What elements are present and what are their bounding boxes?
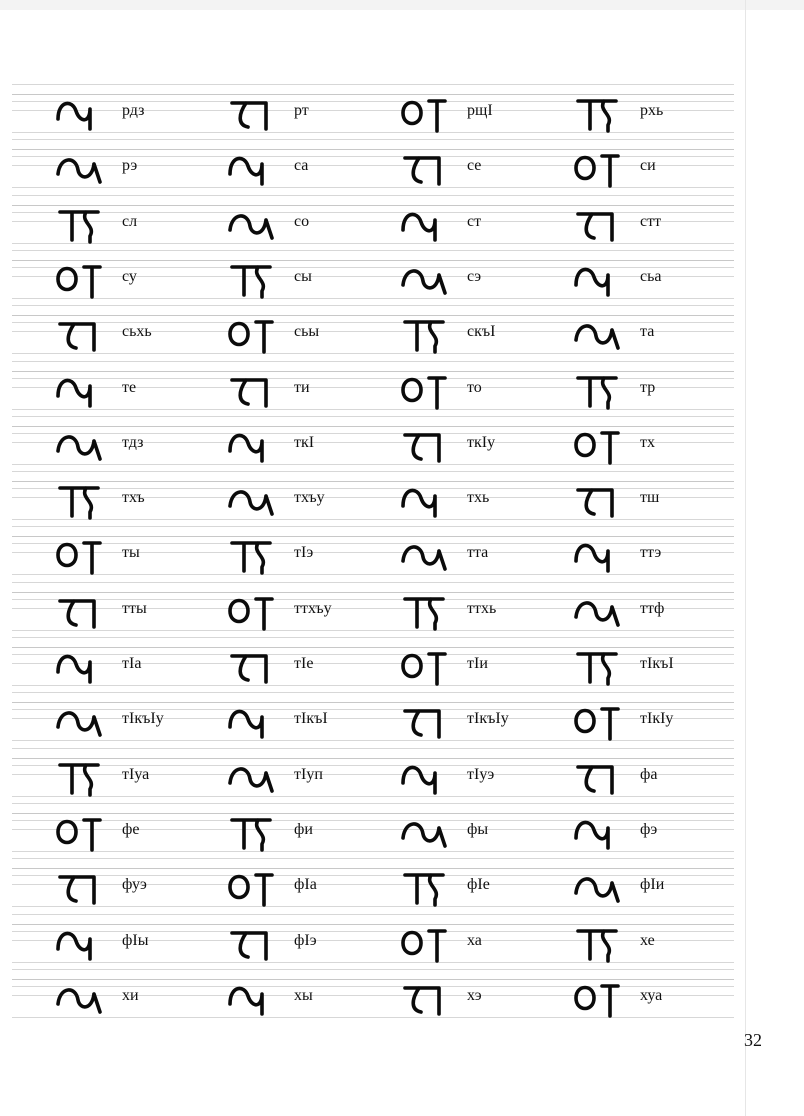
syllabic-glyph-icon [50,531,116,575]
syllabic-glyph-icon [395,919,461,963]
glyph-label: тIкъI [294,710,328,727]
syllabic-glyph-icon [222,89,288,133]
syllabic-glyph-icon [395,863,461,907]
glyph-label: хэ [467,987,482,1004]
glyph-entry [50,861,147,909]
syllabic-glyph-icon [222,919,288,963]
syllabic-glyph-icon [222,974,288,1018]
glyph-label: ткI [294,434,315,451]
glyph-label: тта [467,544,489,561]
glyph-entry [222,419,314,467]
syllabic-glyph-icon [222,144,288,188]
glyph-entry [395,87,493,135]
syllabic-glyph-icon [222,200,288,244]
glyph-label: тр [640,379,656,396]
glyph-entry [568,142,656,190]
syllabic-glyph-icon [395,974,461,1018]
glyph-label: тIуа [122,766,150,783]
glyph-label: се [467,157,482,174]
glyph-entry [395,972,482,1020]
glyph-label: фы [467,821,489,838]
syllabic-glyph-icon [568,642,634,686]
glyph-entry [395,917,482,965]
glyph-entry [50,695,164,743]
glyph-entry [50,474,145,522]
syllabic-glyph-icon [395,697,461,741]
page-number: 32 [744,1030,762,1050]
glyph-label: рдз [122,102,145,119]
glyph-label: тхь [467,489,490,506]
glyph-entry [222,364,310,412]
glyph-label: тIэ [294,544,314,561]
glyph-label: си [640,157,656,174]
syllabic-glyph-icon [395,89,461,133]
glyph-entry [395,585,496,633]
glyph-entry [50,308,152,356]
glyph-label: рэ [122,157,138,174]
glyph-label: рхь [640,102,664,119]
glyph-label: ха [467,932,482,949]
syllabic-glyph-icon [395,753,461,797]
syllabic-glyph-icon [568,531,634,575]
glyph-entry [50,87,144,135]
glyph-entry [568,695,673,743]
glyph-entry [568,474,659,522]
glyph-label: су [122,268,137,285]
glyph-entry [50,529,140,577]
syllabic-glyph-icon [50,310,116,354]
glyph-entry [395,695,509,743]
glyph-label: фи [294,821,313,838]
glyph-entry [222,529,313,577]
glyph-label: тх [640,434,655,451]
glyph-label: хи [122,987,139,1004]
glyph-label: тIкIу [640,710,674,727]
syllabic-glyph-icon [222,255,288,299]
syllabic-glyph-icon [50,974,116,1018]
glyph-label: тIи [467,655,488,672]
glyph-entry [568,861,664,909]
glyph-entry [50,972,139,1020]
glyph-entry [222,640,313,688]
syllabic-glyph-icon [50,587,116,631]
syllabic-glyph-icon [568,919,634,963]
glyph-entry [222,585,332,633]
syllabic-glyph-icon [395,531,461,575]
glyph-label: ттэ [640,544,662,561]
syllabic-glyph-icon [50,144,116,188]
glyph-entry [395,529,488,577]
glyph-entry [222,253,312,301]
glyph-entry [50,198,137,246]
syllabic-glyph-icon [568,974,634,1018]
glyph-entry [222,917,317,965]
glyph-entry [50,142,137,190]
syllabic-glyph-icon [50,255,116,299]
syllabic-glyph-icon [50,642,116,686]
page-margin-line [745,0,746,1116]
glyph-label: тш [640,489,660,506]
glyph-label: то [467,379,482,396]
syllabic-glyph-icon [50,421,116,465]
glyph-label: фе [122,821,140,838]
syllabic-glyph-icon [222,642,288,686]
syllabic-glyph-icon [395,200,461,244]
glyph-label: ты [122,544,140,561]
glyph-label: фIэ [294,932,317,949]
syllabic-glyph-icon [568,697,634,741]
syllabic-glyph-icon [222,587,288,631]
syllabic-glyph-icon [568,476,634,520]
syllabic-glyph-icon [395,808,461,852]
glyph-label: ст [467,213,482,230]
glyph-entry [50,419,143,467]
syllabic-glyph-icon [568,421,634,465]
glyph-entry [568,585,664,633]
syllabic-glyph-icon [222,531,288,575]
glyph-label: фIы [122,932,149,949]
glyph-label: сьы [294,323,320,340]
glyph-entry [395,806,488,854]
glyph-label: скъI [467,323,496,340]
syllabic-glyph-icon [222,366,288,410]
glyph-entry [395,308,495,356]
glyph-entry [222,972,313,1020]
syllabic-glyph-icon [395,144,461,188]
glyph-entry [50,640,141,688]
glyph-entry [568,253,662,301]
glyph-label: ткIу [467,434,496,451]
glyph-entry [222,87,309,135]
glyph-entry [222,751,323,799]
glyph-label: рщI [467,102,493,119]
glyph-label: сьа [640,268,662,285]
glyph-entry [50,253,137,301]
syllabic-glyph-icon [50,200,116,244]
glyph-label: фэ [640,821,658,838]
syllabic-glyph-icon [395,255,461,299]
syllabic-glyph-icon [50,753,116,797]
glyph-label: тхъу [294,489,325,506]
glyph-label: сэ [467,268,482,285]
glyph-entry [222,198,309,246]
glyph-entry [568,972,662,1020]
glyph-entry [395,751,494,799]
glyph-entry [222,806,313,854]
syllabic-glyph-icon [395,476,461,520]
glyph-label: фIе [467,876,490,893]
glyph-label: тхъ [122,489,145,506]
glyph-entry [568,198,661,246]
glyph-entry [222,861,317,909]
glyph-label: хе [640,932,655,949]
glyph-label: тдз [122,434,144,451]
syllabic-glyph-icon [222,476,288,520]
glyph-label: фуэ [122,876,147,893]
glyph-label: тIуэ [467,766,495,783]
syllabic-glyph-icon [395,366,461,410]
syllabic-glyph-icon [395,421,461,465]
glyph-label: сы [294,268,312,285]
syllabic-glyph-icon [568,200,634,244]
glyph-entry [395,364,482,412]
glyph-label: тIа [122,655,142,672]
glyph-entry [568,87,663,135]
glyph-entry [222,695,328,743]
syllabic-glyph-icon [568,310,634,354]
glyph-entry [222,308,319,356]
glyph-entry [568,806,657,854]
glyph-entry [50,751,149,799]
glyph-label: хы [294,987,313,1004]
syllabic-glyph-icon [395,587,461,631]
glyph-label: рт [294,102,309,119]
syllabic-glyph-icon [50,863,116,907]
glyph-entry [50,585,147,633]
glyph-entry [395,861,490,909]
glyph-label: тIе [294,655,314,672]
glyph-entry [395,253,481,301]
syllabic-glyph-icon [50,89,116,133]
glyph-entry [395,142,481,190]
glyph-label: фIа [294,876,317,893]
syllabic-glyph-icon [50,697,116,741]
glyph-label: тты [122,600,147,617]
syllabic-glyph-icon [222,808,288,852]
syllabic-glyph-icon [568,808,634,852]
glyph-label: ти [294,379,310,396]
glyph-label: фIи [640,876,665,893]
glyph-entry [395,198,481,246]
glyph-label: ттхъу [294,600,332,617]
glyph-label: сл [122,213,138,230]
glyph-label: тIкъIу [122,710,164,727]
glyph-label: фа [640,766,658,783]
glyph-entry [568,640,674,688]
syllabic-glyph-icon [395,310,461,354]
glyph-label: та [640,323,655,340]
syllabic-glyph-icon [50,808,116,852]
glyph-entry [568,308,654,356]
glyph-entry [50,806,139,854]
glyph-entry [395,640,488,688]
syllabic-glyph-icon [222,310,288,354]
syllabic-glyph-icon [568,587,634,631]
glyph-entry [568,529,661,577]
syllabic-glyph-icon [568,144,634,188]
syllabic-glyph-icon [50,366,116,410]
glyph-label: те [122,379,137,396]
glyph-entry [395,419,495,467]
glyph-label: хуа [640,987,663,1004]
syllabic-glyph-icon [222,697,288,741]
syllabic-glyph-icon [568,255,634,299]
glyph-label: тIкъIу [467,710,509,727]
syllabic-glyph-icon [568,863,634,907]
syllabic-glyph-icon [568,366,634,410]
glyph-label: тIкъI [640,655,674,672]
syllabic-glyph-icon [568,89,634,133]
glyph-entry [222,142,308,190]
glyph-label: ттхь [467,600,497,617]
glyph-entry [222,474,325,522]
syllabic-glyph-icon [222,753,288,797]
syllabic-glyph-icon [222,863,288,907]
glyph-entry [568,751,657,799]
syllabic-glyph-icon [50,919,116,963]
syllabic-glyph-icon [50,476,116,520]
glyph-label: са [294,157,309,174]
syllabic-glyph-icon [395,642,461,686]
glyph-entry [568,917,655,965]
glyph-label: стт [640,213,662,230]
glyph-entry [50,917,148,965]
glyph-label: тIуп [294,766,323,783]
glyph-label: ттф [640,600,665,617]
syllabic-glyph-icon [222,421,288,465]
glyph-entry [568,419,655,467]
glyph-entry [50,364,136,412]
glyph-entry [395,474,489,522]
syllabic-glyph-icon [568,753,634,797]
glyph-entry [568,364,655,412]
glyph-label: со [294,213,310,230]
glyph-label: сьхь [122,323,152,340]
